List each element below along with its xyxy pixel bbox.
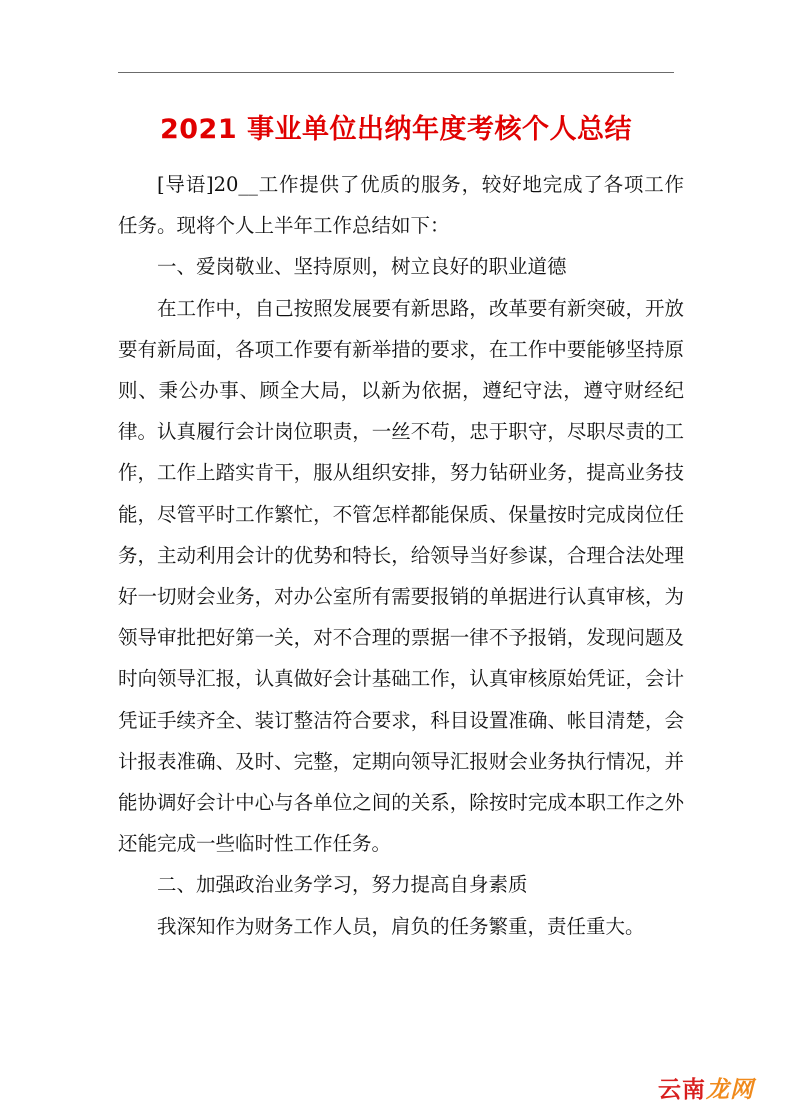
watermark-part-1: 云南 bbox=[658, 1077, 706, 1103]
body-paragraph-2: 我深知作为财务工作人员，肩负的任务繁重，责任重大。 bbox=[157, 914, 645, 938]
body-paragraph: 在工作中，自己按照发展要有新思路，改革要有新突破，开放要有新局面，各项工作要有新举措的要求，在工作中要能够坚持原则、秉公办事、顾全大局，以新为依据，遵纪守法，遵守财经纪律。认真履行会计岗位职责，一丝不苟，忠于职守，尽职尽责的工作，工作上踏实肯干，服从组织安排，努力钻研业务，提高业务技能，尽管平时工作繁忙，不管怎样都能保质、保量按时完成岗位任务，主动利用会计的优势和特长，给领导当好参谋，合理合法处理好一切财会业务，对办公室所有需要报销的单据进行认真审核，为领导审批把好第一关，对不合理的票据一律不予报销，发现问题及时向领导汇报，认真做好会计基础工作，认真审核原始凭证，会计凭证手续齐全、装订整洁符合要求，科目设置准确、帐目清楚，会计报表准确、及时、完整，定期向领导汇报财会业务执行情况，并能协调好会计中心与各单位之间的关系，除按时完成本职工作之外还能完成一些临时性工作任务。 bbox=[118, 296, 684, 856]
site-watermark bbox=[658, 1076, 754, 1104]
intro-paragraph: [导语]20__工作提供了优质的服务，较好地完成了各项工作任务。现将个人上半年工作总结如下： bbox=[118, 173, 684, 238]
section-heading-1: 一、爱岗敬业、坚持原则，树立良好的职业道德 bbox=[157, 255, 567, 279]
section-heading-2: 二、加强政治业务学习，努力提高自身素质 bbox=[157, 873, 528, 897]
document-body bbox=[118, 164, 684, 947]
top-divider bbox=[118, 72, 674, 73]
document-title: 2021 事业单位出纳年度考核个人总结 bbox=[159, 114, 633, 145]
watermark-part-2: 龙网 bbox=[706, 1077, 754, 1103]
